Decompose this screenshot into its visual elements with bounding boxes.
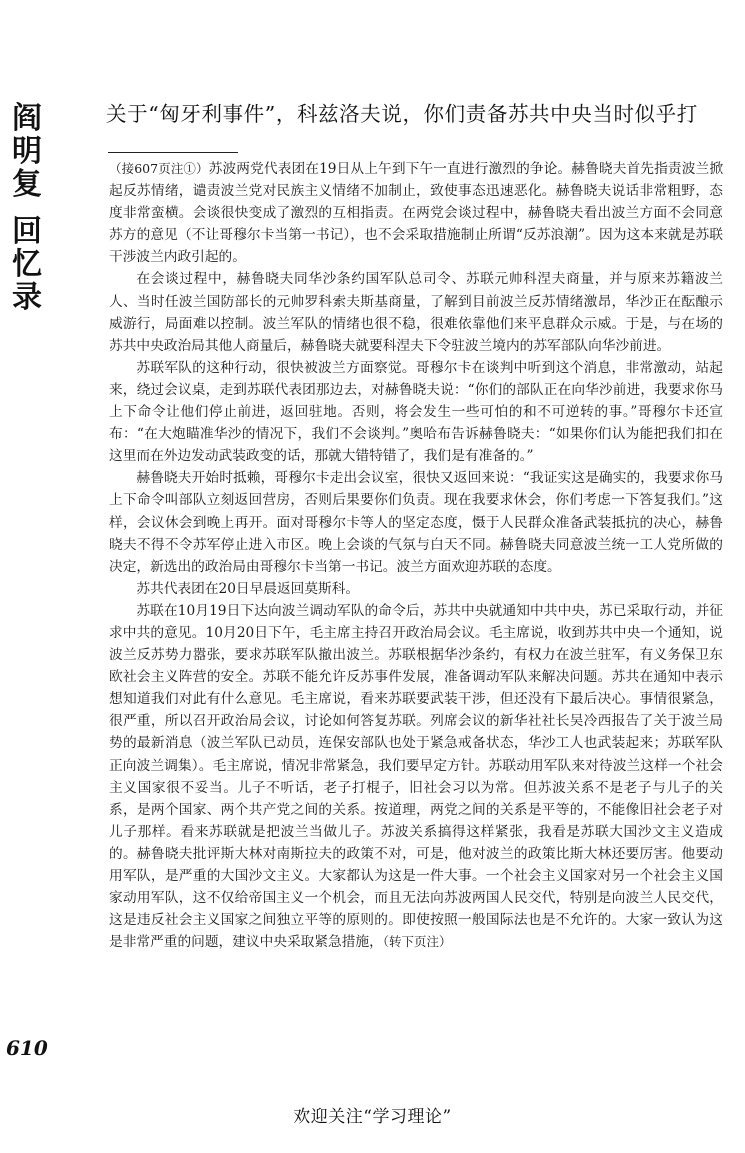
footnote-divider (108, 152, 238, 153)
footnote-ref: （接607页注①） (109, 161, 209, 176)
book-title-vertical (8, 102, 46, 314)
book-title-char: 阎 (12, 101, 42, 136)
footnote-paragraph-text: 苏联在10月19日下达向波兰调动军队的命令后，苏共中央就通知中共中央，苏已采取行动，并征求中共的意见。10月20日下午，毛主席主持召开政治局会议。毛主席说，收到苏共中央一个通知，说波兰反苏势力嚣张，要求苏联军队撤出波兰。苏联根据华沙条约，有权力在波兰驻军，有义务保卫东欧社会主义阵营的安全。苏联不能允许反苏事件发展，准备调动军队来解决问题。苏共在通知中表示想知道我们对此有什么意见。毛主席说，看来苏联要武装干涉，但还没有下最后决心。事情很紧急，很严重，所以召开政治局会议，讨论如何答复苏联。列席会议的新华社社长吴冷西报告了关于波兰局势的最新消息（波兰军队已动员，连保安部队也处于紧急戒备状态，华沙工人也武装起来；苏联军队正向波兰调集）。毛主席说，情况非常紧急，我们要早定方针。苏联动用军队来对待波兰这样一个社会主义国家很不妥当。儿子不听话，老子打棍子，旧社会习以为常。但苏波关系不是老子与儿子的关系，是两个国家、两个共产党之间的关系。按道理，两党之间的关系是平等的，不能像旧社会老子对儿子那样。看来苏联就是把波兰当做儿子。苏波关系搞得这样紧张，我看是苏联大国沙文主义造成的。赫鲁晓夫批评斯大林对南斯拉夫的政策不对，可是，他对波兰的政策比斯大林还要厉害。他要动用军队，是严重的大国沙文主义。大家都认为这是一件大事。一个社会主义国家对另一个社会主义国家动用军队，这不仅给帝国主义一个机会，而且无法向苏波两国人民交代，特别是向波兰人民交代，这是违反社会主义国家之间独立平等的原则的。即使按照一般国际法也是不允许的。大家一致认为这是非常严重的问题，建议中央采取紧急措施， (109, 602, 723, 951)
page-number: 610 (6, 1036, 48, 1060)
book-title-char: 复 (12, 167, 42, 202)
footnote-paragraph: 在会谈过程中，赫鲁晓夫同华沙条约国军队总司令、苏联元帅科涅夫商量，并与原来苏籍波兰人、当时任波兰国防部长的元帅罗科索夫斯基商量，了解到目前波兰反苏情绪激昂，华沙正在酝酿示威游行，局面难以控制。波兰军队的情绪也很不稳，很难依靠他们来平息群众示威。于是，与在场的苏共中央政治局其他人商量后，赫鲁晓夫就要科涅夫下令驻波兰境内的苏军部队向华沙前进。 (109, 271, 723, 354)
book-title-char: 明 (12, 134, 42, 169)
book-title-char: 忆 (12, 247, 42, 282)
footer-watermark: 欢迎关注“学习理论” (293, 1107, 452, 1127)
book-title-char: 录 (12, 280, 42, 315)
book-title-char: 回 (12, 214, 42, 249)
main-text-line: 关于“匈牙利事件”，科兹洛夫说，你们责备苏共中央当时似乎打 (106, 102, 698, 126)
footnote-paragraph: 苏联军队的这种行动，很快被波兰方面察觉。哥穆尔卡在谈判中听到这个消息，非常激动，站起来，绕过会议桌，走到苏联代表团那边去，对赫鲁晓夫说：“你们的部队正在向华沙前进，我要求你马上下命令让他们停止前进，返回驻地。否则，将会发生一些可怕的和不可逆转的事。”哥穆尔卡还宣布：“在大炮瞄准华沙的情况下，我们不会谈判。”奥哈布告诉赫鲁晓夫：“如果你们认为能把我们扣在这里而在外边发动武装政变的话，那就大错特错了，我们是有准备的。” (109, 359, 723, 465)
footnote-block (109, 158, 723, 953)
footnote-paragraph (109, 158, 723, 268)
continue-note: （转下页注） (382, 934, 452, 950)
footnote-paragraph: 苏共代表团在20日早晨返回莫斯科。 (136, 580, 360, 597)
footnote-paragraph: 赫鲁晓夫开始时抵赖，哥穆尔卡走出会议室，很快又返回来说：“我证实这是确实的，我要求你马上下命令叫部队立刻返回营房，否则后果要你们负责。现在我要求休会，你们考虑一下答复我们。”这样，会议休会到晚上再开。面对哥穆尔卡等人的坚定态度，慑于人民群众准备武装抵抗的决心，赫鲁晓夫不得不令苏军停止进入市区。晚上会谈的气氛与白天不同。赫鲁晓夫同意波兰统一工人党所做的决定，新选出的政治局由哥穆尔卡当第一书记。波兰方面欢迎苏联的态度。 (109, 470, 723, 575)
footnote-paragraph (109, 600, 723, 954)
footnote-paragraph-text: 苏波两党代表团在19日从上午到下午一直进行激烈的争论。赫鲁晓夫首先指责波兰掀起反苏情绪，谴责波兰党对民族主义情绪不加制止，致使事态迅速恶化。赫鲁晓夫说话非常粗野，态度非常蛮横。会谈很快变成了激烈的互相指责。在两党会谈过程中，赫鲁晓夫看出波兰方面不会同意苏方的意见（不让哥穆尔卡当第一书记），也不会采取措施制止所谓“反苏浪潮”。因为这本来就是苏联干涉波兰内政引起的。 (109, 161, 724, 266)
